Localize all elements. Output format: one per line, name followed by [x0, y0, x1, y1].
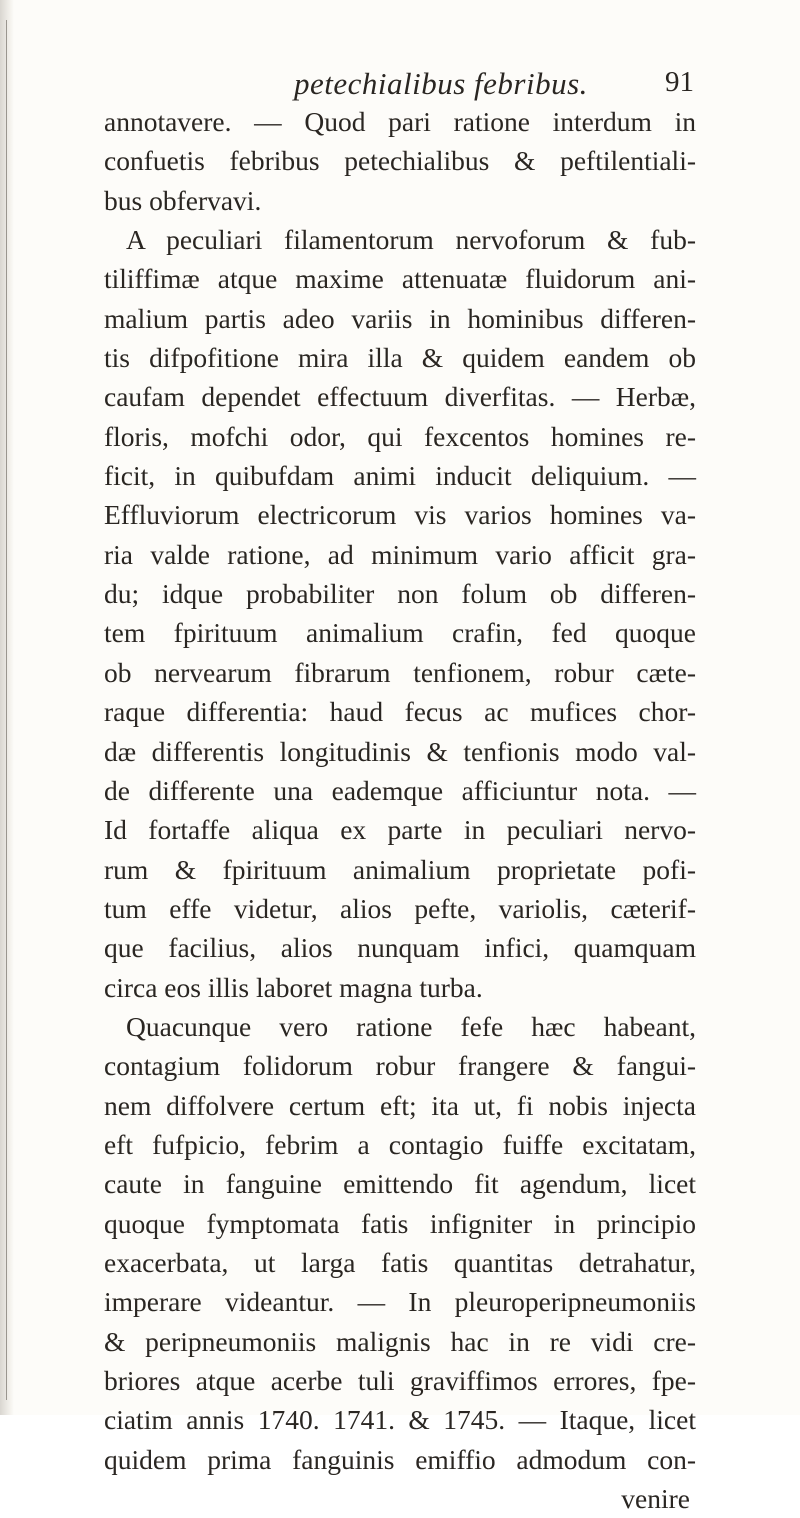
text-line: contagium folidorum robur frangere & fangui-: [104, 1050, 696, 1082]
text-line: raque differentia: haud fecus ac mufices chor-: [104, 696, 696, 728]
text-line: Quacunque vero ratione fefe hæc habeant,: [126, 1010, 696, 1042]
text-line: ob nervearum fibrarum tenfionem, robur cæte-: [104, 656, 696, 688]
text-line: tem fpirituum animalium crafin, fed quoque: [104, 617, 696, 649]
text-line: A peculiari filamentorum nervoforum & fub-: [126, 224, 696, 256]
text-line: tis difpofitione mira illa & quidem eandem ob: [104, 342, 696, 374]
text-line: Id fortaffe aliqua ex parte in peculiari nervo-: [104, 814, 696, 846]
page-number: 91: [665, 66, 694, 98]
text-line: bus obfervavi.: [104, 184, 262, 216]
text-line: rum & fpirituum animalium proprietate pofi-: [104, 853, 696, 885]
text-line: Effluviorum electricorum vis varios homines va-: [104, 499, 696, 531]
text-line: caufam dependet effectuum diverfitas. — Herbæ,: [104, 381, 696, 413]
text-line: malium partis adeo variis in hominibus differen-: [104, 302, 696, 334]
text-line: & peripneumoniis malignis hac in re vidi cre-: [104, 1325, 696, 1357]
text-line: du; idque probabiliter non folum ob differen-: [104, 578, 696, 610]
page-gutter: [0, 0, 14, 1415]
text-line: nem diffolvere certum eft; ita ut, fi nobis injecta: [104, 1089, 696, 1121]
text-line: confuetis febribus petechialibus & peftilentiali-: [104, 145, 696, 177]
text-line: caute in fanguine emittendo fit agendum, licet: [104, 1168, 696, 1200]
text-line: ria valde ratione, ad minimum vario afficit gra-: [104, 538, 696, 570]
text-line: tum effe videtur, alios pefte, variolis, cæterif-: [104, 892, 696, 924]
body-text: [104, 102, 696, 1518]
text-line: que facilius, alios nunquam infici, quamquam: [104, 932, 696, 964]
catchword: venire: [621, 1483, 690, 1515]
text-line: briores atque acerbe tuli graviffimos errores, fpe-: [104, 1365, 696, 1396]
text-line: ficit, in quibufdam animi inducit deliquium. —: [104, 460, 696, 492]
gutter-fold-line: [6, 20, 7, 1400]
text-line: annotavere. — Quod pari ratione interdum in: [104, 106, 696, 137]
running-head: [294, 66, 694, 106]
text-line: circa eos illis laboret magna turba.: [104, 971, 483, 1003]
text-line: imperare videantur. — In pleuroperipneumoniis: [104, 1286, 696, 1318]
text-line: ciatim annis 1740. 1741. & 1745. — Itaque, licet: [104, 1404, 696, 1436]
text-line: de differente una eademque afficiuntur nota. —: [104, 774, 696, 806]
text-line: eft fufpicio, febrim a contagio fuiffe excitatam,: [104, 1128, 696, 1160]
text-line: floris, mofchi odor, qui fexcentos homines re-: [104, 420, 696, 452]
text-line: quidem prima fanguinis emiffio admodum con-: [104, 1443, 696, 1475]
text-line: exacerbata, ut larga fatis quantitas detrahatur,: [104, 1246, 696, 1278]
text-line: tiliffimæ atque maxime attenuatæ fluidorum ani-: [104, 263, 696, 295]
text-line: quoque fymptomata fatis infigniter in principio: [104, 1207, 696, 1239]
running-title: petechialibus febribus.: [294, 66, 588, 101]
text-line: dæ differentis longitudinis & tenfionis modo val-: [104, 735, 696, 767]
